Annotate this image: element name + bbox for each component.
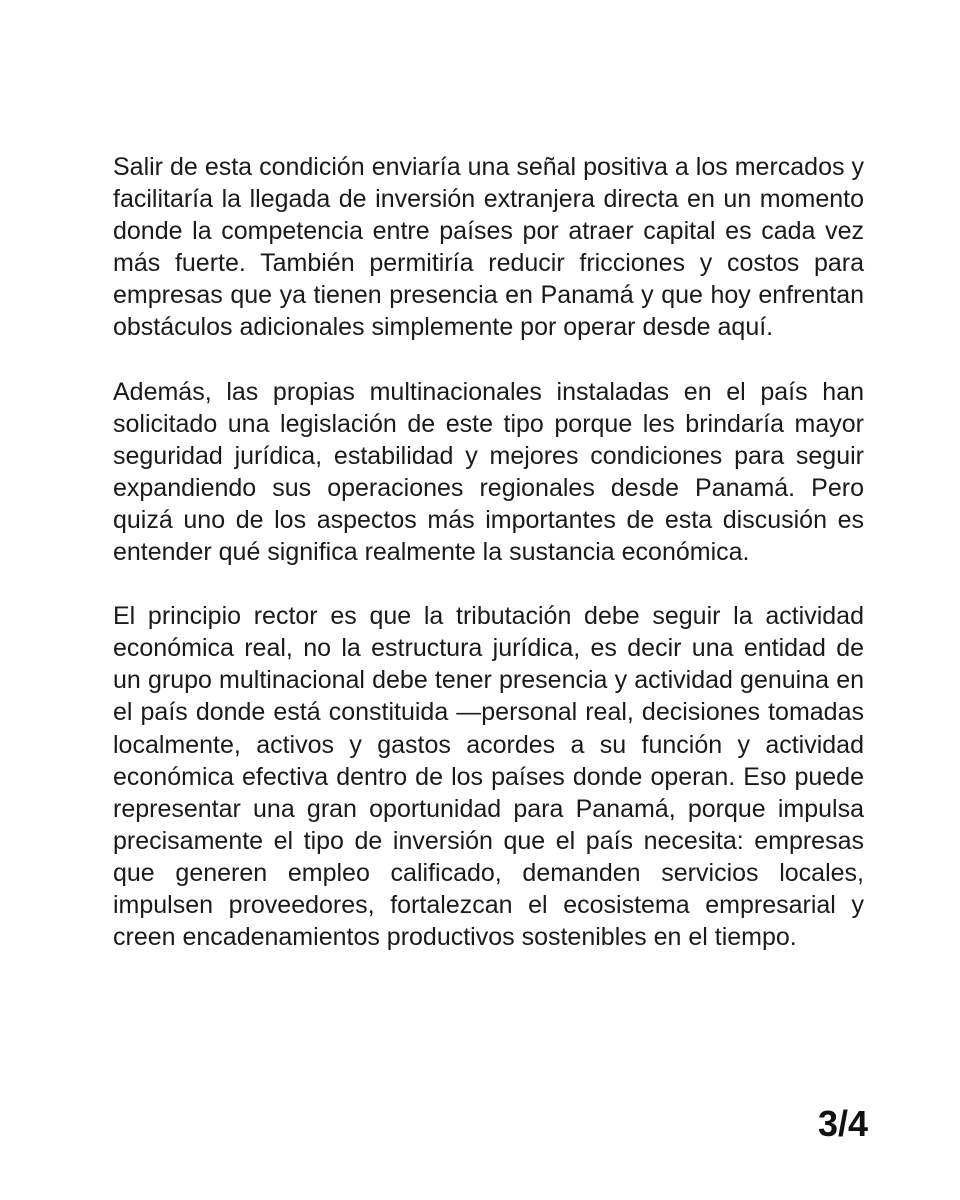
paragraph-3: El principio rector es que la tributación debe seguir la actividad económica real, no la estructura jurídica, es decir una entidad de un grupo multinacional debe tener presencia y actividad genuina en el país donde está constituida —personal real, decisiones tomadas localmente, activos y gastos acordes a su función y actividad económica efectiva dentro de los países donde operan. Eso puede representar una gran oportunidad para Panamá, porque impulsa precisamente el tipo de inversión que el país necesita: empresas que generen empleo calificado, demanden servicios locales, impulsen proveedores, fortalezcan el ecosistema empresarial y creen encadenamientos productivos sostenibles en el tiempo. [113,602,864,952]
page-indicator: 3/4 [817,1103,868,1144]
paragraph-1: Salir de esta condición enviaría una señal positiva a los mercados y facilitaría la llegada de inversión extranjera directa en un momento donde la competencia entre países por atraer capital es cada vez más fuerte. También permitiría reducir fricciones y costos para empresas que ya tienen presencia en Panamá y que hoy enfrentan obstáculos adicionales simplemente por operar desde aquí. [113,153,864,342]
body-text [113,151,864,953]
paragraph-2: Además, las propias multinacionales instaladas en el país han solicitado una legislación de este tipo porque les brindaría mayor seguridad jurídica, estabilidad y mejores condiciones para seguir expandiendo sus operaciones regionales desde Panamá. Pero quizá uno de los aspectos más importantes de esta discusión es entender qué significa realmente la sustancia económica. [113,377,864,567]
